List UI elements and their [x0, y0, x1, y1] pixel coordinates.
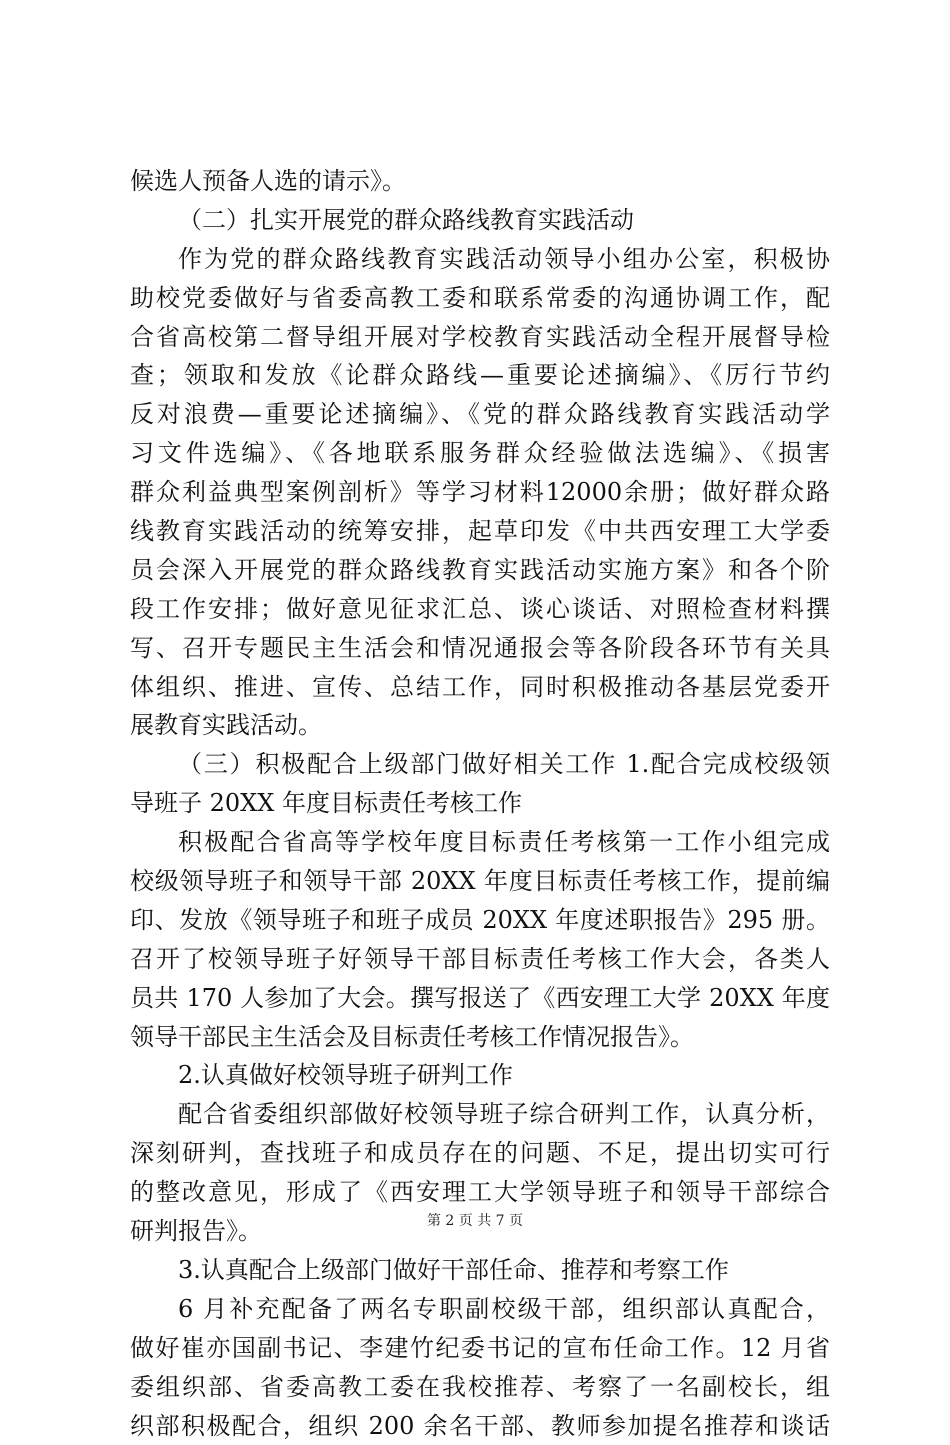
- text-line: 写、召开专题民主生活会和情况通报会等各阶段各环节有关具: [130, 629, 830, 668]
- text-line: 段工作安排；做好意见征求汇总、谈心谈话、对照检查材料撰: [130, 590, 830, 629]
- section-heading: （三）积极配合上级部门做好相关工作 1.配合完成校级领: [130, 745, 830, 784]
- text-line: 织部积极配合，组织 200 余名干部、教师参加提名推荐和谈话: [130, 1407, 830, 1445]
- text-line: 作为党的群众路线教育实践活动领导小组办公室，积极协: [130, 240, 830, 279]
- text-line: 研判报告》。: [130, 1212, 830, 1251]
- text-line: 积极配合省高等学校年度目标责任考核第一工作小组完成: [130, 823, 830, 862]
- text-line: 合省高校第二督导组开展对学校教育实践活动全程开展督导检: [130, 318, 830, 357]
- text-line: 委组织部、省委高教工委在我校推荐、考察了一名副校长，组: [130, 1368, 830, 1407]
- text-line: 6 月补充配备了两名专职副校级干部，组织部认真配合，: [130, 1290, 830, 1329]
- text-line: 召开了校领导班子好领导干部目标责任考核工作大会，各类人: [130, 940, 830, 979]
- text-line: 反对浪费—重要论述摘编》、《党的群众路线教育实践活动学: [130, 395, 830, 434]
- text-line: 查；领取和发放《论群众路线—重要论述摘编》、《厉行节约: [130, 356, 830, 395]
- subsection-heading: 2.认真做好校领导班子研判工作: [130, 1056, 830, 1095]
- text-line: 助校党委做好与省委高教工委和联系常委的沟通协调工作，配: [130, 279, 830, 318]
- document-body: [130, 162, 830, 1445]
- text-line: 深刻研判，查找班子和成员存在的问题、不足，提出切实可行: [130, 1134, 830, 1173]
- text-line: 展教育实践活动。: [130, 706, 830, 745]
- text-line: 员会深入开展党的群众路线教育实践活动实施方案》和各个阶: [130, 551, 830, 590]
- text-line: 候选人预备人选的请示》。: [130, 162, 830, 201]
- section-heading: （二）扎实开展党的群众路线教育实践活动: [130, 201, 830, 240]
- subsection-heading: 3.认真配合上级部门做好干部任命、推荐和考察工作: [130, 1251, 830, 1290]
- page-number-footer: 第 2 页 共 7 页: [0, 1210, 950, 1230]
- text-line: 领导干部民主生活会及目标责任考核工作情况报告》。: [130, 1018, 830, 1057]
- text-line: 做好崔亦国副书记、李建竹纪委书记的宣布任命工作。12 月省: [130, 1329, 830, 1368]
- section-heading: 导班子 20XX 年度目标责任考核工作: [130, 784, 830, 823]
- text-line: 校级领导班子和领导干部 20XX 年度目标责任考核工作，提前编: [130, 862, 830, 901]
- text-line: 员共 170 人参加了大会。撰写报送了《西安理工大学 20XX 年度: [130, 979, 830, 1018]
- text-line: 印、发放《领导班子和班子成员 20XX 年度述职报告》295 册。: [130, 901, 830, 940]
- text-line: 习文件选编》、《各地联系服务群众经验做法选编》、《损害: [130, 434, 830, 473]
- text-line: 线教育实践活动的统筹安排，起草印发《中共西安理工大学委: [130, 512, 830, 551]
- text-line: 的整改意见，形成了《西安理工大学领导班子和领导干部综合: [130, 1173, 830, 1212]
- text-line: 体组织、推进、宣传、总结工作，同时积极推动各基层党委开: [130, 668, 830, 707]
- text-line: 群众利益典型案例剖析》等学习材料12000余册；做好群众路: [130, 473, 830, 512]
- text-line: 配合省委组织部做好校领导班子综合研判工作，认真分析，: [130, 1095, 830, 1134]
